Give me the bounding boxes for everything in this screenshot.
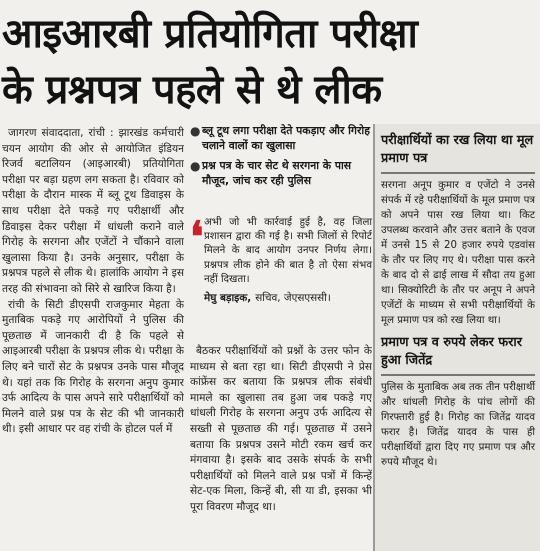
- highlight-item: [190, 159, 372, 188]
- quote-body: [204, 216, 372, 305]
- quote-mark-icon: ❛: [190, 212, 204, 261]
- highlight-item: [190, 124, 372, 153]
- quote-text: अभी जो भी कार्रवाई हुई है, वह जिला प्रशासन द्वारा की गई है। सभी जिलों से रिपोर्ट मिलने के बाद आयोग उनपर निर्णय लेगा। प्रश्नपत्र लीक होने की बात है तो ऐसा संभव नहीं दिखता।: [204, 217, 372, 285]
- sidebar-box: [373, 124, 540, 551]
- article-column-1: [2, 126, 184, 551]
- quote-author: मेघु बड़ाइक,: [204, 292, 252, 305]
- highlight-text: प्रश्न पत्र के चार सेट थे सरगना के पास मौजूद, जांच कर रही पुलिस: [202, 159, 352, 187]
- quote-role: सचिव, जेएसएससी।: [255, 292, 331, 305]
- highlights-list: [190, 124, 372, 194]
- headline-line-1: आइआरबी प्रतियोगिता परीक्षा: [2, 11, 418, 57]
- sidebar-text: पुलिस के मुताबिक अब तक तीन परीक्षार्थी और धांधली गिरोह के पांच लोगों की गिरफ्तारी हुई है। गिरोह का जितेंद्र यादव फरार है। जितेंद्र यादव के पास ही परीक्षार्थियों द्वारा दिए गए प्रमाण पत्र और रुपये मौजूद थे।: [381, 382, 535, 468]
- article-paragraph: जागरण संवाददाता, रांची : झारखंड कर्मचारी चयन आयोग की ओर से आयोजित इंडियन रिजर्व बटालियन (आइआरबी) प्रतियोगिता परीक्षा पर बड़ा ग्रहण लग सकता है। रविवार को परीक्षा के दौरान मास्क में ब्लू टूथ डिवाइस के साथ परीक्षा देते पकड़े गए परीक्षार्थी और डिवाइस देकर परीक्षा में धांधली कराने वाले गिरोह के सरगना और एजेंटों ने चौंकाने वाला खुलासा किया है। उनके अनुसार, परीक्षा के प्रश्नपत्र पहले से लीक थे। हालांकि आयोग ने इस तरह की संभावना को सिरे से खारिज किया है।: [2, 127, 184, 295]
- sidebar-divider: [381, 374, 535, 376]
- sidebar-heading: प्रमाण पत्र व रुपये लेकर फरार हुआ जितेंद्र: [381, 335, 522, 368]
- sidebar-text: सरगना अनूप कुमार व एजेंटो ने उनसे संपर्क में रहे परीक्षार्थियों के मूल प्रमाण पत्र को अपने पास रख लिया था। किट उपलब्ध करवाने और उत्तर बताने के एवज में उनसे 15 से 20 हजार रुपये एडवांस के तौर पर लिए गए थे। परीक्षा पास करने के बाद दो से ढाई लाख में सौदा तय हुआ था। सिक्योरिटी के तौर पर अनूप ने अपने एजेंटों के माध्यम से सभी परीक्षार्थियों के मूल प्रमाण पत्र को रख लिया था।: [381, 180, 535, 326]
- article-paragraph: बैठकर परीक्षार्थियों को प्रश्नों के उत्तर फोन के माध्यम से बता रहा था। सिटी डीएसपी ने प्रेस कांफ्रेंस कर बताया कि प्रश्नपत्र लीक संबंधी मामले का खुलासा तब हुआ जब पकड़े गए धांधली गिरोह के सरगना अनुप उर्फ आदित्य से सख्ती से पूछताछ की गई। पूछताछ में उसने बताया कि प्रश्नपत्र उसने मोटी रकम खर्च कर मंगवाया है। इसके बाद उसके संपर्क के सभी परीक्षार्थियों को मिलने वाले प्रश्न पत्रों में किन्हें सेट-एक मिला, किन्हें बी, सी या डी, इसका भी पूरा विवरण मौजूद था।: [190, 345, 372, 513]
- highlight-text: ब्लू टूथ लगा परीक्षा देते पकड़ाए और गिरोह चलाने वालों का खुलासा: [202, 124, 370, 152]
- article-column-2: [190, 344, 372, 551]
- bullet-icon: ●: [190, 159, 201, 174]
- quote-box: [190, 214, 372, 336]
- headline: [0, 0, 540, 124]
- article-paragraph: रांची के सिटी डीएसपी राजकुमार मेहता के मुताबिक पकड़े गए आरोपियों ने पुलिस की पूछताछ में जानकारी दी है कि पहले से आइआरबी परीक्षा के प्रश्नपत्र लीक थे। परीक्षा के लिए बने चारों सेट के प्रश्नपत्र उनके पास मौजूद थे। यहां तक कि गिरोह के सरगना अनुप कुमार उर्फ आदित्य के पास अपने सारे परीक्षार्थियों को मिलने वाले प्रश्न पत्र के सेट की भी जानकारी थी। इसी आधार पर वह रांची के होटल पर्ल में: [2, 298, 184, 436]
- sidebar-divider: [381, 172, 535, 174]
- headline-line-2: के प्रश्नपत्र पहले से थे लीक: [2, 67, 382, 113]
- quote-attribution: [204, 291, 372, 305]
- sidebar-heading: परीक्षार्थियों का रख लिया था मूल प्रमाण पत्र: [381, 133, 534, 166]
- bullet-icon: ●: [190, 124, 201, 138]
